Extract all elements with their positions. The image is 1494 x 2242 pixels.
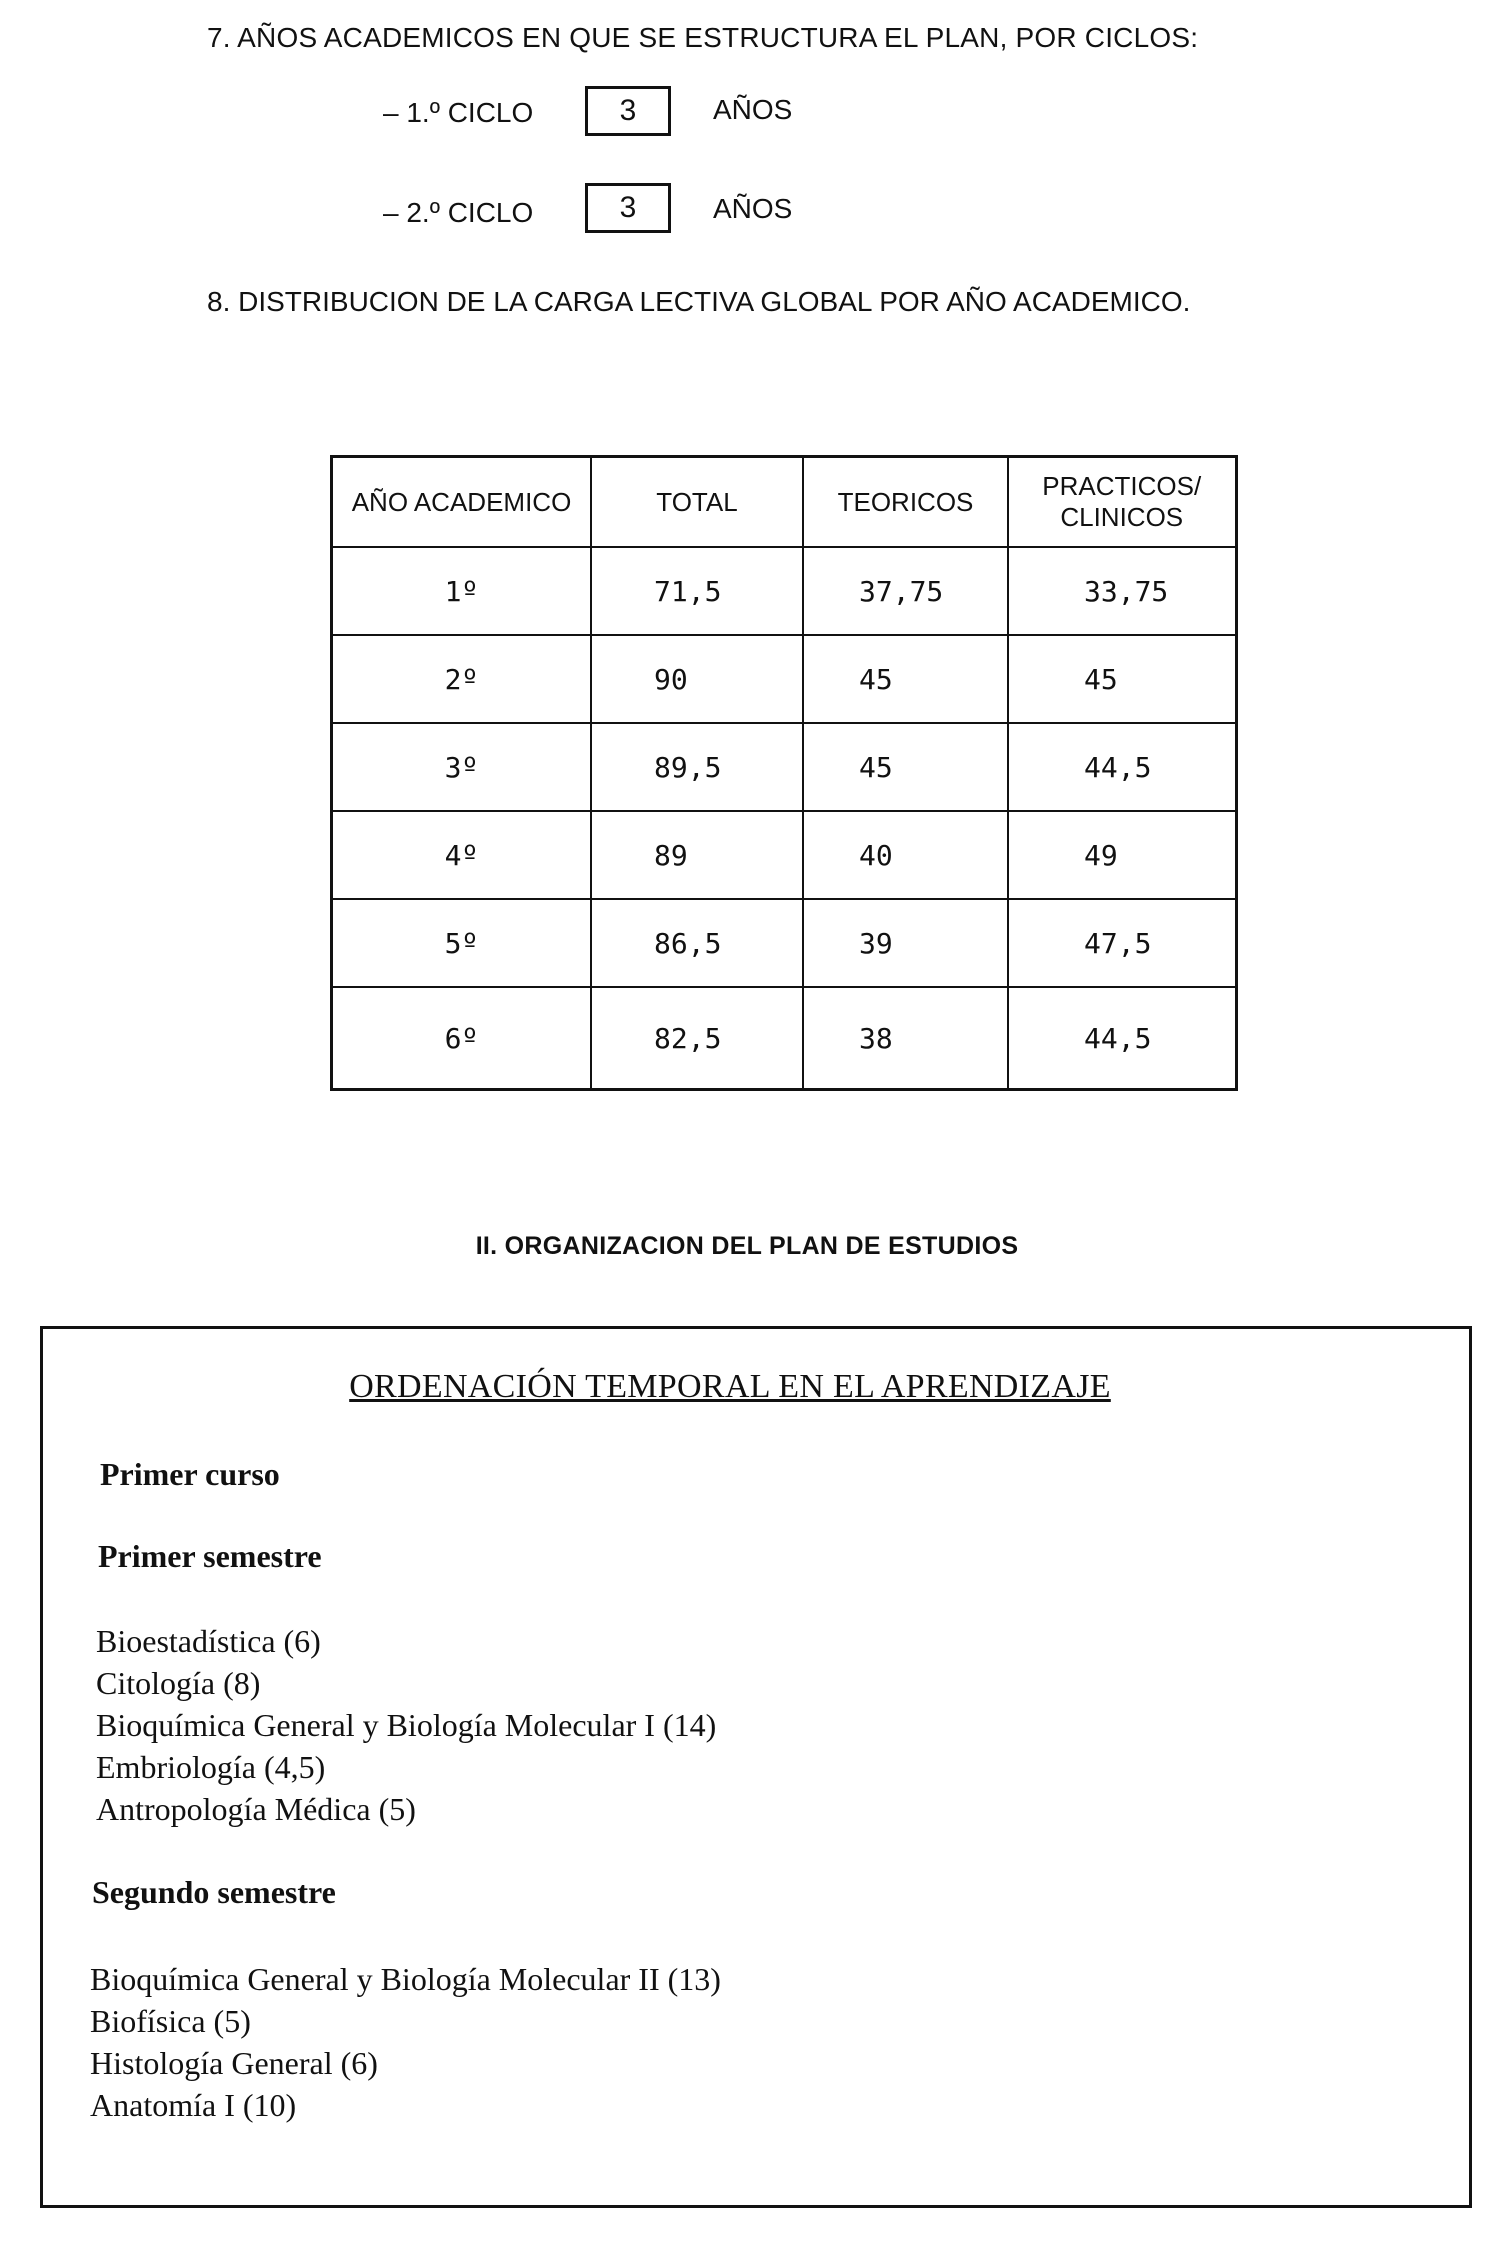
header-teoricos: TEORICOS [803, 457, 1008, 548]
cell-teoricos: 37,75 [803, 547, 1008, 635]
semestre-2-subject-list [90, 1958, 721, 2126]
semestre-1-label: Primer semestre [98, 1538, 322, 1574]
list-item: Embriología (4,5) [96, 1749, 326, 1785]
ciclo-2-years-box: 3 [585, 183, 671, 233]
cell-total: 89,5 [591, 723, 803, 811]
header-practicos-line: PRACTICOS/ [1042, 471, 1202, 501]
cell-teoricos: 45 [803, 723, 1008, 811]
section-7-heading: 7. AÑOS ACADEMICOS EN QUE SE ESTRUCTURA EL PLAN, POR CICLOS: [207, 22, 1199, 53]
section-8-heading: 8. DISTRIBUCION DE LA CARGA LECTIVA GLOBAL POR AÑO ACADEMICO. [207, 286, 1191, 317]
ciclo-2-unit: AÑOS [713, 193, 793, 224]
cell-total: 82,5 [591, 987, 803, 1090]
header-ano-academico: AÑO ACADEMICO [332, 457, 592, 548]
cell-practicos: 45 [1008, 635, 1236, 723]
table-header-row [332, 457, 1237, 548]
list-item: Histología General (6) [90, 2045, 378, 2081]
cell-practicos: 44,5 [1008, 987, 1236, 1090]
cell-ano: 2º [332, 635, 592, 723]
semestre-2-label: Segundo semestre [92, 1874, 336, 1910]
cell-ano: 6º [332, 987, 592, 1090]
ciclo-1-label: – 1.º CICLO [383, 97, 534, 128]
header-total: TOTAL [591, 457, 803, 548]
table-row [332, 899, 1237, 987]
semestre-1-subject-list [96, 1620, 716, 1830]
cell-ano: 3º [332, 723, 592, 811]
cell-teoricos: 39 [803, 899, 1008, 987]
header-clinicos-line: CLINICOS [1060, 502, 1184, 532]
table-row [332, 987, 1237, 1090]
curso-label: Primer curso [100, 1456, 280, 1492]
ciclo-2-label: – 2.º CICLO [383, 197, 534, 228]
list-item: Biofísica (5) [90, 2003, 251, 2039]
cell-practicos: 49 [1008, 811, 1236, 899]
header-practicos-clinicos [1008, 457, 1236, 548]
list-item: Bioquímica General y Biología Molecular I (14) [96, 1707, 717, 1743]
cell-total: 89 [591, 811, 803, 899]
cell-practicos: 47,5 [1008, 899, 1236, 987]
table-row [332, 723, 1237, 811]
cell-total: 86,5 [591, 899, 803, 987]
cell-ano: 5º [332, 899, 592, 987]
cell-ano: 4º [332, 811, 592, 899]
list-item: Bioquímica General y Biología Molecular II (13) [90, 1961, 721, 1997]
ciclo-1-years-box: 3 [585, 86, 671, 136]
ordenacion-title: ORDENACIÓN TEMPORAL EN EL APRENDIZAJE [349, 1368, 1111, 1405]
list-item: Anatomía I (10) [90, 2087, 297, 2123]
cell-total: 71,5 [591, 547, 803, 635]
cell-total: 90 [591, 635, 803, 723]
cell-teoricos: 45 [803, 635, 1008, 723]
table-row [332, 547, 1237, 635]
table-row [332, 811, 1237, 899]
ciclo-1-unit: AÑOS [713, 94, 793, 125]
cell-ano: 1º [332, 547, 592, 635]
section-ii-heading: II. ORGANIZACION DEL PLAN DE ESTUDIOS [475, 1232, 1019, 1260]
list-item: Antropología Médica (5) [96, 1791, 416, 1827]
cell-teoricos: 40 [803, 811, 1008, 899]
carga-lectiva-table [330, 455, 1238, 1091]
table-row [332, 635, 1237, 723]
list-item: Citología (8) [96, 1665, 261, 1701]
cell-practicos: 44,5 [1008, 723, 1236, 811]
cell-teoricos: 38 [803, 987, 1008, 1090]
cell-practicos: 33,75 [1008, 547, 1236, 635]
list-item: Bioestadística (6) [96, 1623, 321, 1659]
